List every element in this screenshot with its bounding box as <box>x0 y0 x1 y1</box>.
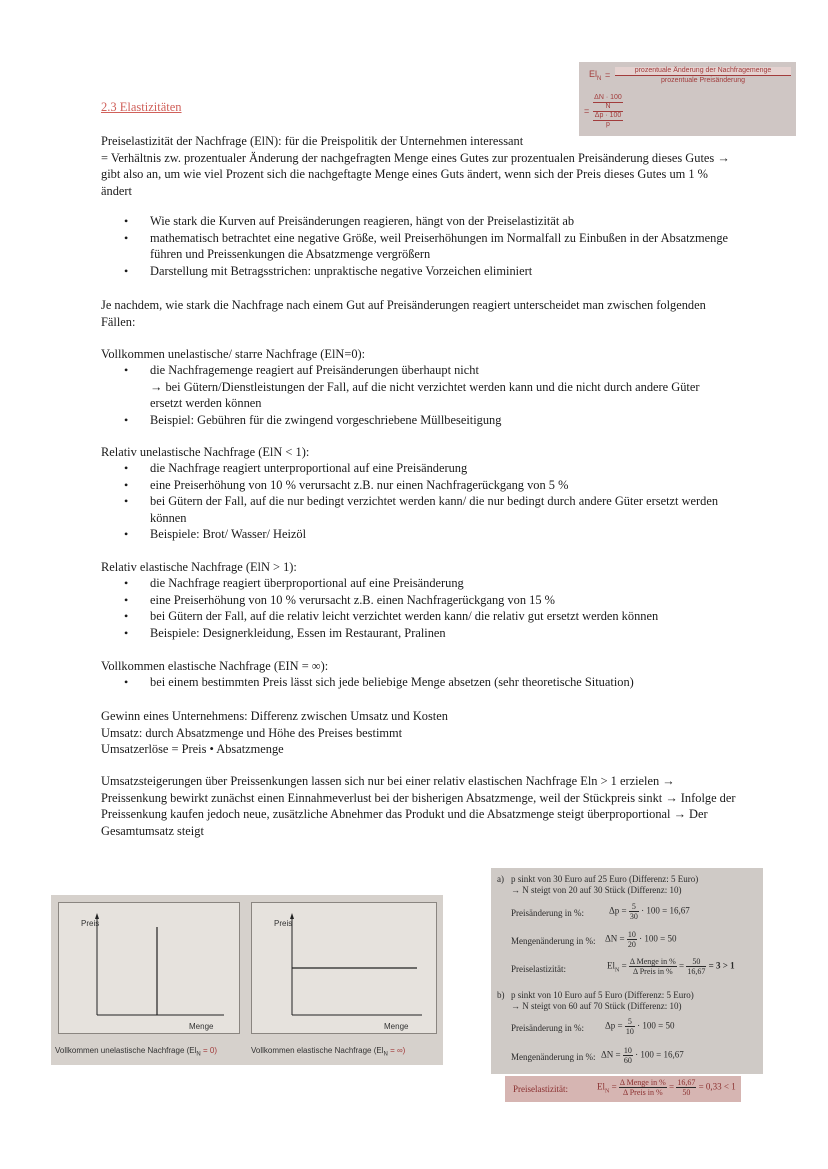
formula-lhs: $El_N$ <box>589 69 602 82</box>
list-item: • eine Preiserhöhung von 10 % verursacht z.B. nur einen Nachfragerückgang von 5 % <box>150 477 730 494</box>
fraction: $\frac{\text{Δ Menge in \%}}{\text{Δ Preis in \%}}$ <box>619 1078 666 1097</box>
case-title-relative-unelastic: Relativ unelastische Nachfrage (ElN < 1): <box>101 445 310 459</box>
fraction: $\frac{50}{16,67}$ <box>687 957 706 976</box>
calc-a-line-1: p sinkt von 30 Euro auf 25 Euro (Differenz: 5 Euro) <box>511 874 699 884</box>
bullet-list-intro <box>150 213 740 279</box>
calculation-photo <box>491 868 763 1074</box>
calc-a-quantity-change-label: Mengenänderung in %: <box>511 936 596 946</box>
revenue-line: Umsatz: durch Absatzmenge und Höhe des Preises bestimmt <box>101 725 403 740</box>
list-item: • Beispiel: Gebühren für die zwingend vorgeschriebene Müllbeseitigung <box>150 412 730 429</box>
formula-d1: Δp · 100 <box>594 112 622 119</box>
formula-d2: p <box>593 120 623 129</box>
case-list-relative-unelastic <box>150 460 730 543</box>
section-heading: 2.3 Elastizitäten <box>101 100 182 114</box>
formula-photo <box>579 62 796 136</box>
case-list-relative-elastic <box>150 575 750 641</box>
calc-a-elasticity: $El_N$ = $\frac{\text{Δ Menge in \%}}{\text{Δ Preis in \%}}$ = $\frac{50}{16,67}$ = 3 > 1 <box>607 957 735 976</box>
formula-ratio <box>593 94 623 129</box>
list-item: • bei Gütern der Fall, auf die nur bedingt verzichtet werden kann/ die nur bedingt durch andere Güter ersetzt werden können <box>150 493 730 526</box>
y-axis-label: Preis <box>81 919 100 928</box>
formula-eq: = <box>605 70 611 80</box>
graph-elastic <box>251 902 437 1034</box>
x-axis-label: Menge <box>384 1022 409 1031</box>
intro-paragraph <box>101 133 741 199</box>
fraction: $\frac{10}{60}$ <box>623 1046 632 1065</box>
list-item: • bei einem bestimmten Preis lässt sich jede beliebige Menge absetzen (sehr theoretische Situation) <box>150 674 740 691</box>
list-item: • bei Gütern der Fall, auf die relativ leicht verzichtet werden kann/ die relativ gut ersetzt werden können <box>150 608 750 625</box>
graph-unelastic <box>58 902 240 1034</box>
graph-unelastic-caption: Vollkommen unelastische Nachfrage $(El_N = 0)$ <box>55 1046 217 1058</box>
y-axis-label: Preis <box>274 919 293 928</box>
revenue-increase-paragraph: Umsatzsteigerungen über Preissenkungen lassen sich nur bei einer relativ elastischen Nachfrage Eln > 1 erzielen → Preissenkung bewirkt zunächst einen Einnahmeverlust bei der bisherigen Absatzmenge, weil der Stückpreis sinkt → Infolge der Preissenkung kaufen jedoch neue, zusätzliche Abnehmer das Produkt und die Absatzmenge steigt überproportional → Der Gesamtumsatz steigt <box>101 774 736 838</box>
graph-elastic-caption: Vollkommen elastische Nachfrage ($El_N$ = ∞) <box>251 1046 406 1058</box>
profit-line: Gewinn eines Unternehmens: Differenz zwischen Umsatz und Kosten <box>101 709 448 723</box>
calc-a-label: a) <box>497 874 504 884</box>
fraction: $\frac{5}{30}$ <box>629 902 638 921</box>
calc-a-line-2: → N steigt von 20 auf 30 Stück (Differenz: 10) <box>511 885 682 895</box>
calc-b-price-change-label: Preisänderung in %: <box>511 1023 584 1033</box>
case-title-perfect-elastic: Vollkommen elastische Nachfrage (EIN = ∞): <box>101 659 329 673</box>
list-item: • Darstellung mit Betragsstrichen: unpraktische negative Vorzeichen eliminiert <box>150 263 740 280</box>
list-item: • Wie stark die Kurven auf Preisänderungen reagieren, hängt von der Preiselastizität ab <box>150 213 740 230</box>
list-item: • Beispiele: Brot/ Wasser/ Heizöl <box>150 526 730 543</box>
formula-denominator: prozentuale Preisänderung <box>660 77 746 84</box>
list-item-subtext: → bei Gütern/Dienstleistungen der Fall, auf die nicht verzichtet werden kann und die nicht durch andere Güter ersetzt werden können <box>150 379 700 410</box>
formula-n2: N <box>593 102 623 111</box>
fraction: $\frac{5}{10}$ <box>625 1017 634 1036</box>
case-list-perfect-elastic <box>150 674 740 691</box>
cases-intro-paragraph: Je nachdem, wie stark die Nachfrage nach einem Gut auf Preisänderungen reagiert unterscheidet man zwischen folgenden Fällen: <box>101 298 706 329</box>
list-item: • mathematisch betrachtet eine negative Größe, weil Preiserhöhungen im Normalfall zu Einbußen in der Absatzmenge führen und Preissenkungen die Absatzmenge vergrößern <box>150 230 740 263</box>
calc-a-price-change-label: Preisänderung in %: <box>511 908 584 918</box>
formula-numerator: prozentuale Änderung der Nachfragemenge <box>615 67 791 76</box>
calc-b-label: b) <box>497 990 505 1000</box>
calc-b-price-change: Δp = $\frac{5}{10}$ · 100 = 50 <box>605 1017 675 1036</box>
case-title-unelastic: Vollkommen unelastische/ starre Nachfrage (ElN=0): <box>101 347 366 361</box>
calc-b-line-1: p sinkt von 10 Euro auf 5 Euro (Differenz: 5 Euro) <box>511 990 694 1000</box>
profit-definition <box>101 708 741 758</box>
fraction: $\frac{\text{Δ Menge in \%}}{\text{Δ Preis in \%}}$ <box>629 957 676 976</box>
list-item: • die Nachfrage reagiert unterproportional auf eine Preisänderung <box>150 460 730 477</box>
revenue-formula: Umsatzerlöse = Preis • Absatzmenge <box>101 742 284 756</box>
list-item: • die Nachfrage reagiert überproportional auf eine Preisänderung <box>150 575 750 592</box>
list-item: • Beispiele: Designerkleidung, Essen im Restaurant, Pralinen <box>150 625 750 642</box>
calc-a-quantity-change: ΔN = $\frac{10}{20}$ · 100 = 50 <box>605 930 677 949</box>
fraction: $\frac{16,67}{50}$ <box>677 1078 696 1097</box>
case-list-unelastic <box>150 362 730 428</box>
calc-a-elasticity-label: Preiselastizität: <box>511 964 566 974</box>
fraction: $\frac{10}{20}$ <box>627 930 636 949</box>
calculation-photo-bottom <box>505 1076 741 1102</box>
calc-b-quantity-change-label: Mengenänderung in %: <box>511 1052 596 1062</box>
calc-b-elasticity-label: Preiselastizität: <box>513 1084 568 1094</box>
case-title-relative-elastic: Relativ elastische Nachfrage (ElN > 1): <box>101 560 297 574</box>
intro-line-2: = Verhältnis zw. prozentualer Änderung der nachgefragten Menge eines Gutes zur prozentualen Preisänderung dieses Gutes → gibt also an, um wie viel Prozent sich die nachgeftagte Menge eines Guts ändert, wenn sich der Preis dieses Gutes um 1 % ändert <box>101 150 730 198</box>
formula-eq-2: = <box>584 106 590 116</box>
calc-b-line-2: → N steigt von 60 auf 70 Stück (Differenz: 10) <box>511 1001 682 1011</box>
intro-line-1: Preiselastizität der Nachfrage (ElN): für die Preispolitik der Unternehmen interessant <box>101 134 524 148</box>
list-item: • eine Preiserhöhung von 10 % verursacht z.B. einen Nachfragerückgang von 15 % <box>150 592 750 609</box>
list-item: • die Nachfragemenge reagiert auf Preisänderungen überhaupt nicht → bei Gütern/Dienstleistungen der Fall, auf die nicht verzichtet werden kann und die nicht durch andere Güter ersetzt werden können <box>150 362 730 412</box>
calc-b-elasticity: $El_N$ = $\frac{\text{Δ Menge in \%}}{\text{Δ Preis in \%}}$ = $\frac{16,67}{50}$ = 0,33 < 1 <box>597 1078 736 1097</box>
elasticity-graphs-photo <box>51 895 443 1065</box>
calc-a-price-change: Δp = $\frac{5}{30}$ · 100 = 16,67 <box>609 902 690 921</box>
formula-n1: ΔN · 100 <box>594 94 622 101</box>
x-axis-label: Menge <box>189 1022 214 1031</box>
calc-b-quantity-change: ΔN = $\frac{10}{60}$ · 100 = 16,67 <box>601 1046 684 1065</box>
